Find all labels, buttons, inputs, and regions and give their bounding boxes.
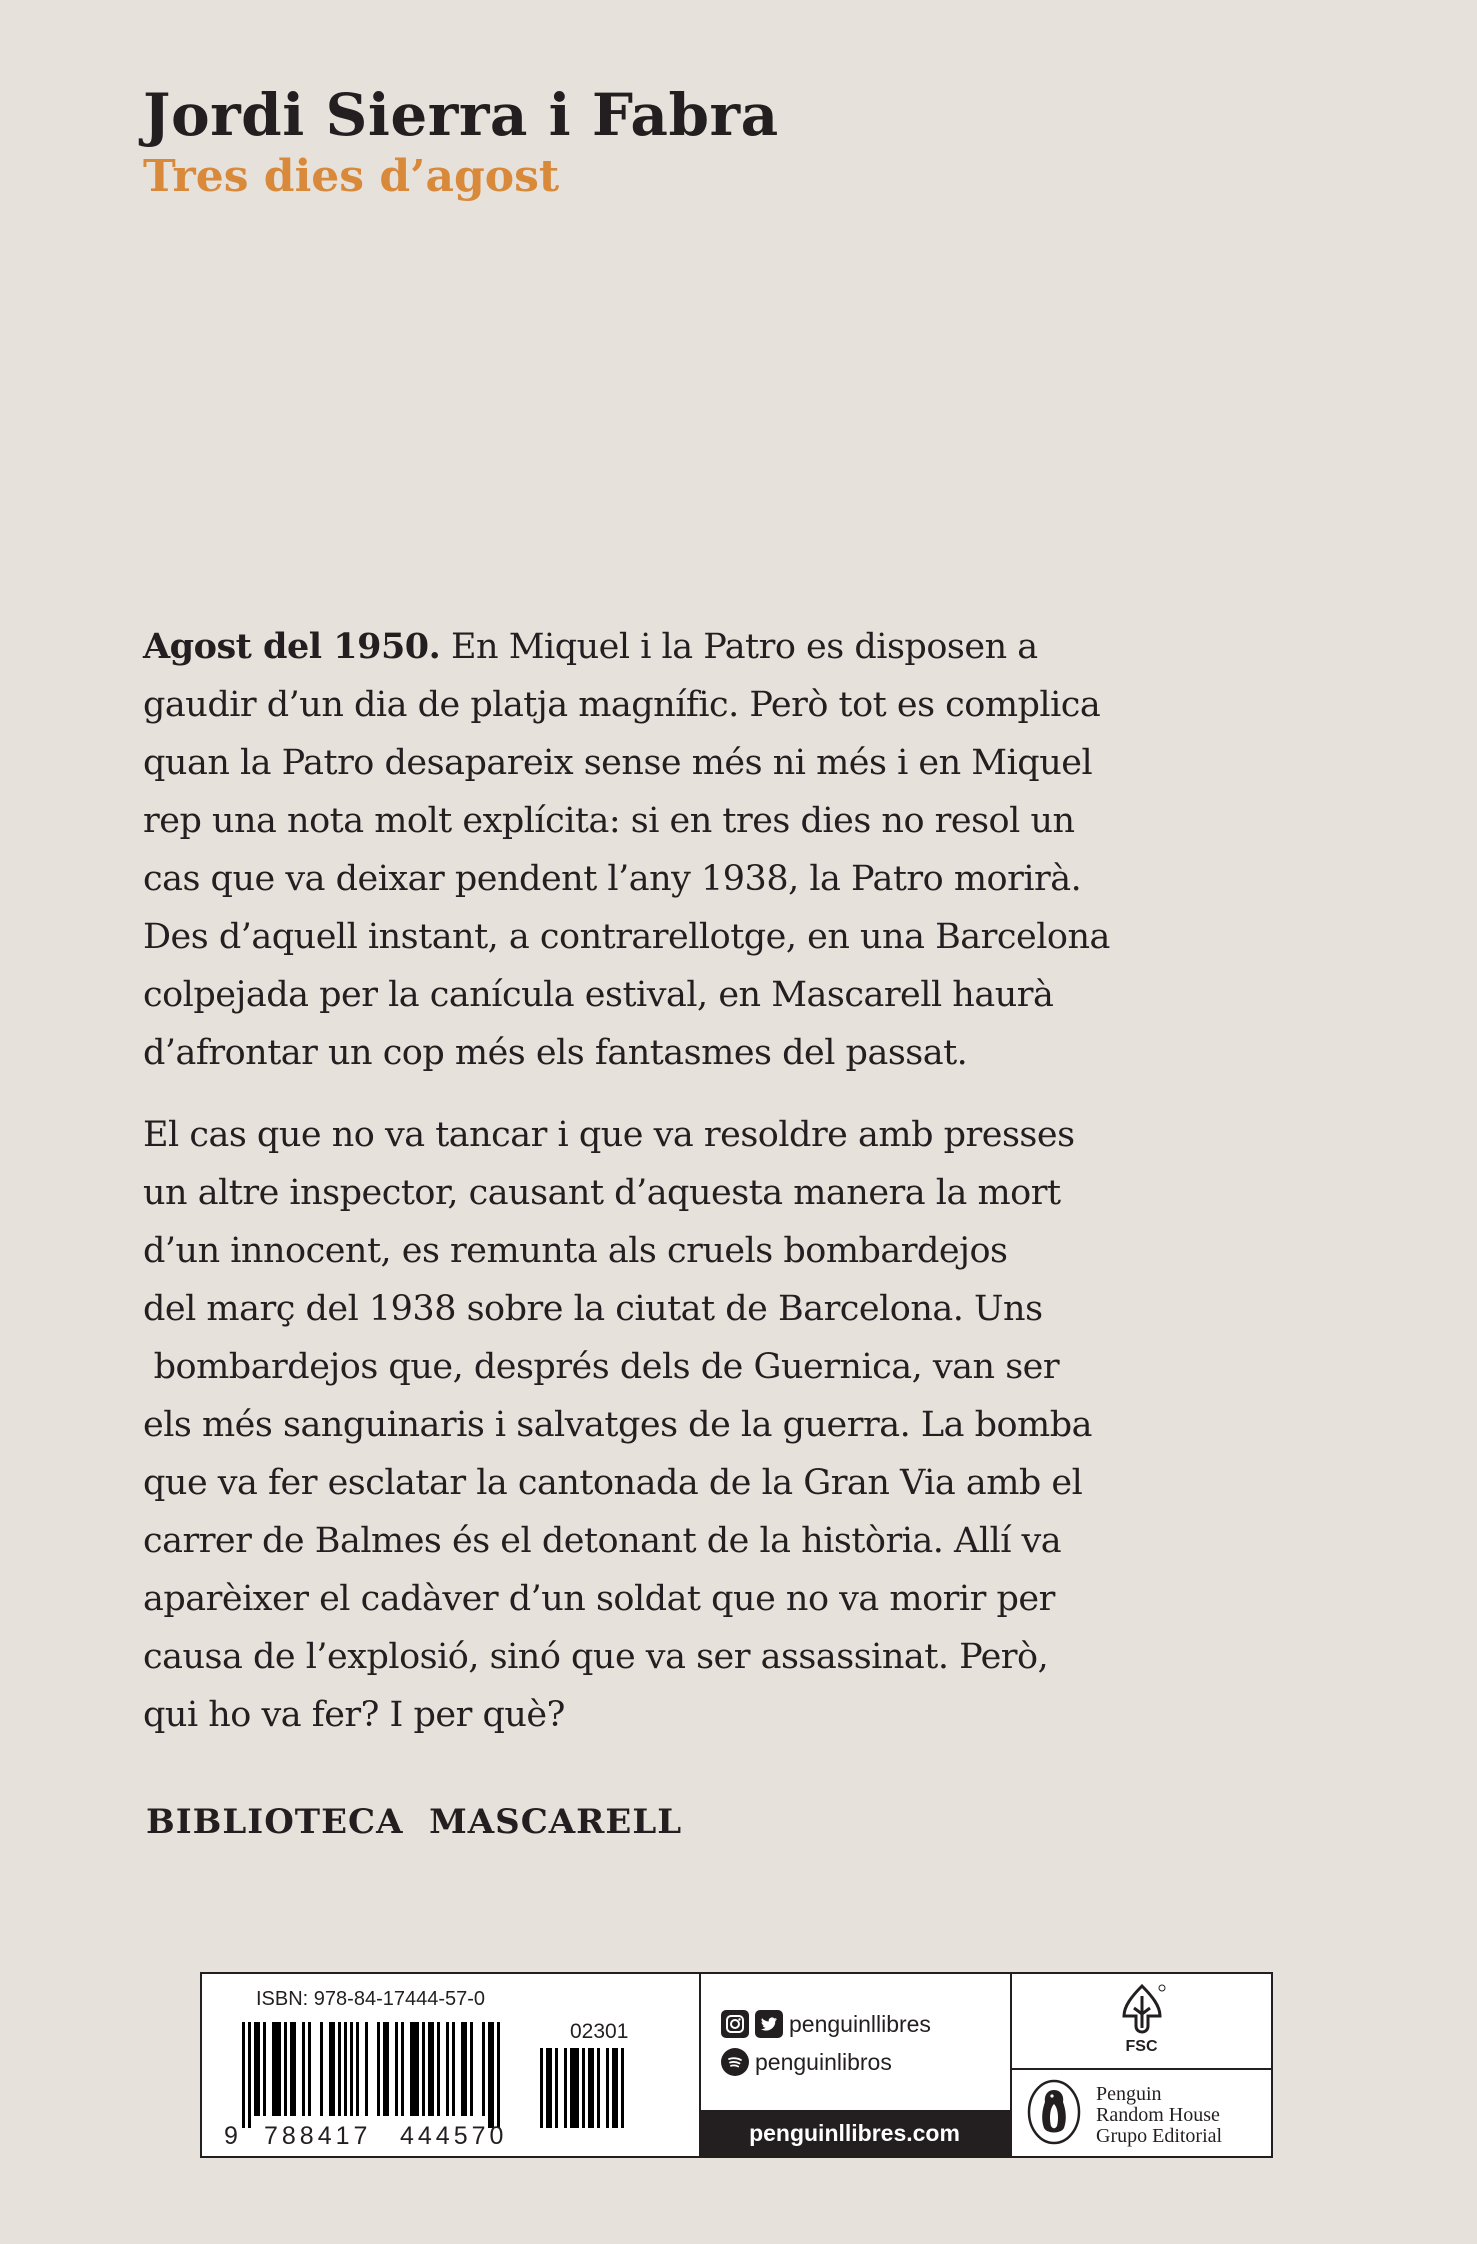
barcode-icon [242, 2022, 532, 2128]
social-row-1 [721, 2010, 931, 2038]
blurb-line: aparèixer el cadàver d’un soldat que no va morir per [143, 1579, 1055, 1619]
barcode-bar [401, 2022, 404, 2116]
barcode-bar [254, 2022, 260, 2116]
barcode-bar [597, 2048, 600, 2128]
barcode-bar [582, 2048, 585, 2128]
blurb-line: bombardejos que, després dels de Guernica, van ser [143, 1347, 1060, 1387]
blurb-paragraph-2 [143, 1106, 1243, 1744]
barcode-bar [612, 2048, 618, 2128]
publisher-line: Random House [1096, 2104, 1220, 2126]
barcode-left-digits: 788417 [264, 2122, 372, 2150]
barcode-bar [540, 2048, 543, 2128]
fsc-logo-icon [1116, 1982, 1168, 2038]
penguin-logo-icon [1026, 2078, 1082, 2146]
barcode-bar [570, 2048, 579, 2128]
blurb-line: d’afrontar un cop més els fantasmes del passat. [143, 1033, 968, 1073]
website-link[interactable]: penguinllibres.com [699, 2110, 1010, 2156]
barcode-bar [344, 2022, 347, 2116]
blurb-line: rep una nota molt explícita: si en tres dies no resol un [143, 801, 1075, 841]
barcode-bar [482, 2022, 485, 2116]
barcode-bar [350, 2022, 353, 2116]
barcode-bar [546, 2048, 552, 2128]
twitter-icon [755, 2010, 783, 2038]
barcode-bar [248, 2022, 251, 2128]
barcode-bar [446, 2022, 449, 2116]
barcode-bar [606, 2048, 609, 2128]
blurb-line: Des d’aquell instant, a contrarellotge, en una Barcelona [143, 917, 1110, 957]
blurb-line: carrer de Balmes és el detonant de la història. Allí va [143, 1521, 1062, 1561]
spotify-icon [721, 2048, 749, 2076]
barcode-bar [470, 2022, 473, 2116]
blurb-line: d’un innocent, es remunta als cruels bombardejos [143, 1231, 1008, 1271]
barcode-bar [365, 2022, 368, 2116]
barcode-bar [621, 2048, 624, 2128]
blurb-line: cas que va deixar pendent l’any 1938, la Patro morirà. [143, 859, 1082, 899]
blurb-line: qui ho va fer? I per què? [143, 1695, 565, 1735]
blurb-paragraph-1 [143, 618, 1243, 1082]
book-title: Tres dies d’agost [143, 151, 560, 202]
addon-barcode-icon [540, 2048, 640, 2128]
barcode-bar [555, 2048, 558, 2128]
barcode-first-digit: 9 [224, 2122, 238, 2150]
publisher-name [1096, 2084, 1222, 2147]
barcode-bar [488, 2022, 494, 2128]
blurb-line: El cas que no va tancar i que va resoldre amb presses [143, 1115, 1075, 1155]
barcode-bar [395, 2022, 398, 2116]
barcode-cell [202, 1974, 701, 2156]
barcode-bar [272, 2022, 281, 2116]
barcode-bar [422, 2022, 425, 2116]
blurb-line: causa de l’explosió, sinó que va ser assassinat. Però, [143, 1637, 1049, 1677]
author-name: Jordi Sierra i Fabra [143, 81, 779, 149]
barcode-bar [320, 2022, 323, 2116]
barcode-bar [461, 2022, 467, 2116]
logo-cell [1010, 1974, 1273, 2156]
barcode-bar [302, 2022, 305, 2116]
barcode-bar [338, 2022, 341, 2116]
barcode-bar [497, 2022, 500, 2128]
barcode-bar [290, 2022, 296, 2116]
barcode-right-digits: 444570 [400, 2122, 508, 2150]
barcode-bar [437, 2022, 440, 2116]
barcode-bar [263, 2022, 266, 2116]
info-box [200, 1972, 1273, 2158]
barcode-bar [410, 2022, 419, 2116]
barcode-bar [356, 2022, 359, 2116]
blurb-line: quan la Patro desapareix sense més ni més i en Miquel [143, 743, 1093, 783]
publisher-line: Penguin [1096, 2083, 1162, 2105]
barcode-bar [383, 2022, 389, 2116]
fsc-label: FSC [1125, 2038, 1158, 2055]
barcode-bar [452, 2022, 455, 2116]
publisher-line: Grupo Editorial [1096, 2125, 1223, 2147]
fsc-area [1010, 1974, 1273, 2070]
blurb-line: els més sanguinaris i salvatges de la guerra. La bomba [143, 1405, 1093, 1445]
barcode-bar [564, 2048, 567, 2128]
collection-name: BIBLIOTECA MASCARELL [146, 1802, 683, 1842]
barcode-bar [284, 2022, 287, 2116]
blurb-line: que va fer esclatar la cantonada de la Gran Via amb el [143, 1463, 1083, 1503]
barcode-bar [308, 2022, 311, 2116]
blurb-line: gaudir d’un dia de platja magnífic. Però tot es complica [143, 685, 1101, 725]
social-cell [699, 1974, 1012, 2156]
blurb-line: En Miquel i la Patro es disposen a [440, 627, 1038, 667]
addon-code: 02301 [570, 2020, 629, 2043]
barcode-bar [242, 2022, 245, 2128]
blurb-line: del març del 1938 sobre la ciutat de Barcelona. Uns [143, 1289, 1043, 1329]
barcode-bar [588, 2048, 594, 2128]
blurb-line: un altre inspector, causant d’aquesta manera la mort [143, 1173, 1061, 1213]
barcode-bar [377, 2022, 380, 2116]
barcode-bar [428, 2022, 434, 2116]
blurb [143, 618, 1243, 1744]
social-row-2 [721, 2048, 892, 2076]
blurb-line: colpejada per la canícula estival, en Mascarell haurà [143, 975, 1054, 1015]
blurb-lead: Agost del 1950. [143, 626, 441, 667]
barcode-bar [329, 2022, 335, 2116]
social-handle-1: penguinllibres [789, 2010, 931, 2037]
social-handle-2: penguinlibros [755, 2048, 892, 2075]
instagram-icon [721, 2010, 749, 2038]
isbn-label: ISBN: 978-84-17444-57-0 [256, 1988, 486, 2010]
